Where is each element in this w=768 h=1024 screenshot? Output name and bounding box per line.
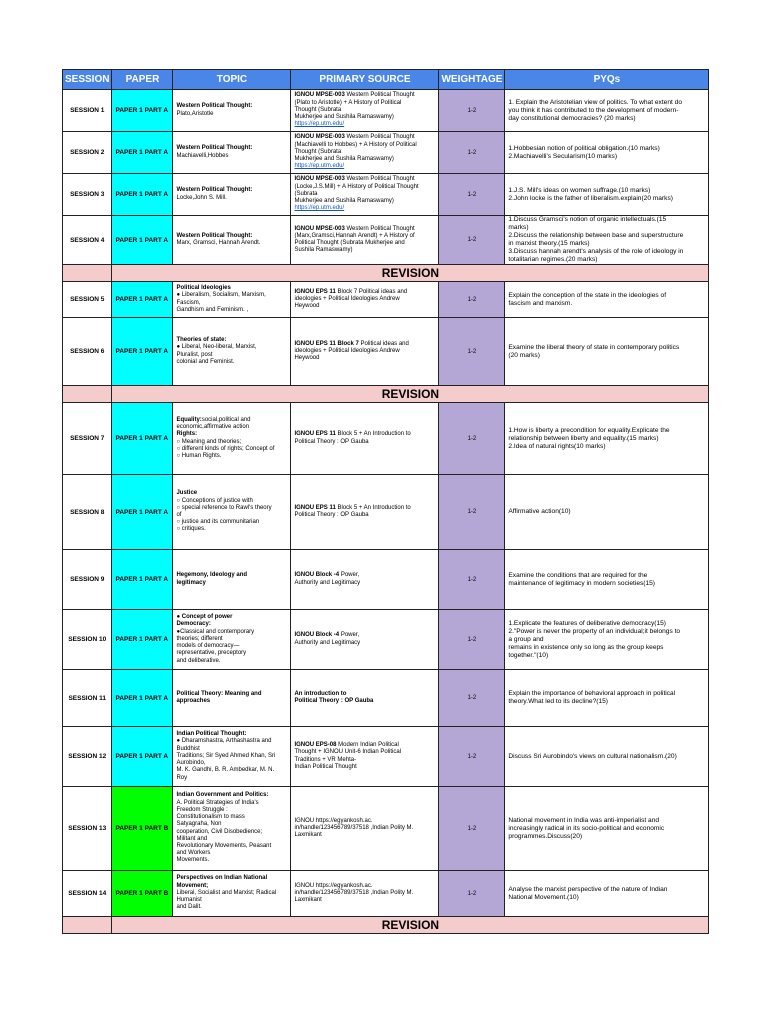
topic-cell-line: Indian Political Thought:	[176, 731, 247, 738]
session-cell: SESSION 13	[63, 787, 112, 871]
pyq-cell-line: 3.Discuss hannah arendt's analysis of the role of ideology in	[508, 248, 684, 255]
source-cell-line: Political Theory : OP Gauba	[294, 698, 374, 704]
source-cell-line: IGNOU EPS 11 Block 7 Political ideas and	[294, 288, 408, 295]
revision-spacer	[63, 386, 112, 403]
topic-cell-line: ●Classical and contemporary	[176, 628, 255, 635]
topic-cell-line: ○ justice and its communitarian	[176, 519, 260, 526]
topic-cell-line: ● Liberalism, Socialism, Marxism,	[176, 292, 266, 299]
pyq-cell-line: day constitutional democracies? (20 marks)	[508, 114, 636, 122]
topic-cell-line: Movement;	[176, 882, 209, 889]
session-cell: SESSION 10	[63, 610, 112, 670]
source-cell	[291, 787, 439, 871]
topic-cell-line: ● Liberal, Neo-liberal, Marxist,	[176, 344, 257, 351]
table-row	[63, 216, 709, 265]
topic-cell-line: Constitutionalism to mass	[176, 814, 245, 821]
paper-cell: PAPER 1 PART A	[112, 670, 173, 727]
topic-cell-line: M. K. Gandhi, B. R. Ambedkar, M. N.	[176, 767, 275, 774]
source-cell	[291, 550, 439, 610]
source-cell-line: IGNOU MPSE-003 Western Political Thought	[294, 134, 415, 141]
pyq-cell-line: together."(10)	[508, 651, 549, 659]
source-cell-line: IGNOU EPS 11 Block 7 Political ideas and	[294, 340, 409, 347]
pyq-cell-line: maintenance of legitimacy in modern societies(15)	[508, 579, 656, 587]
header-pyqs: PYQs	[505, 70, 709, 90]
pyq-cell-line: in marxist theory.(15 marks)	[508, 240, 590, 247]
source-cell	[291, 174, 439, 216]
weightage-cell: 1-2	[439, 282, 505, 318]
topic-cell-line: approaches	[176, 698, 211, 704]
topic-cell-line: and Dalit.	[176, 904, 202, 911]
session-cell: SESSION 12	[63, 727, 112, 787]
weightage-cell: 1-2	[439, 550, 505, 610]
source-cell-line: ideologies + Political Ideologies Andrew	[294, 295, 400, 302]
revision-row	[63, 917, 709, 934]
topic-cell-line: Pluralist, post	[176, 351, 213, 358]
source-cell-line: Heywood	[294, 355, 320, 362]
pyq-cell	[505, 318, 709, 386]
header-weightage: WEIGHTAGE	[439, 70, 505, 90]
paper-cell: PAPER 1 PART A	[112, 475, 173, 550]
topic-cell	[173, 318, 291, 386]
topic-cell-line: cooperation, Civil Disobedience;	[176, 828, 263, 835]
source-cell-line	[294, 121, 435, 128]
source-cell-line: Authority and Legitimacy	[294, 639, 361, 646]
pyq-cell-line: you think it has contributed to the development of modern-	[508, 106, 679, 114]
header-row	[63, 70, 709, 90]
topic-cell-line: Revolutionary Movements, Peasant	[176, 842, 272, 849]
pyq-cell	[505, 90, 709, 132]
pyq-cell	[505, 670, 709, 727]
header-paper: PAPER	[112, 70, 173, 90]
pyq-cell-line: fascism and marxism.	[508, 299, 573, 307]
weightage-cell: 1-2	[439, 670, 505, 727]
source-link[interactable]: https://ep.utm.edu/	[294, 121, 345, 128]
table-row	[63, 282, 709, 318]
weightage-cell: 1-2	[439, 475, 505, 550]
topic-cell-line: Perspectives on Indian National	[176, 875, 268, 882]
weightage-cell: 1-2	[439, 174, 505, 216]
pyq-cell-line: Examine the liberal theory of state in contemporary politics	[508, 343, 680, 351]
pyq-cell-line: totalitarian regimes.(20 marks)	[508, 256, 598, 263]
source-cell-line: in/handle/123456789/37518 ,Indian Polity M.	[294, 824, 414, 831]
pyq-cell-line: 1.Hobbesian notion of political obligation.(10 marks)	[508, 144, 660, 152]
header-topic: TOPIC	[173, 70, 291, 90]
topic-cell-line: Satyagraha, Non	[176, 821, 222, 828]
session-cell: SESSION 4	[63, 216, 112, 265]
topic-cell	[173, 132, 291, 174]
topic-cell-line: Aurobindo,	[176, 760, 206, 767]
table-row	[63, 318, 709, 386]
source-cell-line: Mukherjee and Sushila Ramaswamy)	[294, 198, 394, 205]
table-row	[63, 550, 709, 610]
paper-cell: PAPER 1 PART A	[112, 90, 173, 132]
topic-cell-line: Political Theory: Meaning and	[176, 690, 262, 697]
pyq-cell-line: 1.Discuss Gramsci's notion of organic intellectuals.(15	[508, 216, 667, 223]
pyq-cell	[505, 216, 709, 265]
pyq-cell-line: Affirmative action(10)	[508, 508, 571, 515]
source-cell	[291, 132, 439, 174]
topic-cell-line: ○ different kinds of rights; Concept of	[176, 445, 275, 452]
table-row	[63, 670, 709, 727]
topic-cell-line: Gandhism and Feminism. ,	[176, 306, 249, 313]
header-primary-source: PRIMARY SOURCE	[291, 70, 439, 90]
source-cell-line: IGNOU Block -4 Power,	[294, 632, 360, 639]
source-cell-line: Thought (Subrata	[294, 106, 342, 113]
source-cell-line: Laxmikant	[294, 832, 322, 839]
paper-cell: PAPER 1 PART B	[112, 787, 173, 871]
weightage-cell: 1-2	[439, 787, 505, 871]
pyq-cell-line: 1.J.S. Mill's ideas on women suffrage.(10 marks)	[508, 186, 651, 194]
source-cell-line: (Marx,Gramsci,Hannah Arendt) + A History of	[294, 232, 415, 239]
topic-cell-line: Political Ideologies	[176, 285, 231, 292]
source-cell-line: (Subrata	[294, 190, 318, 197]
source-cell	[291, 216, 439, 265]
pyq-cell-line: marks)	[508, 224, 529, 231]
table-row	[63, 475, 709, 550]
topic-cell-line: Equality:social,political and	[176, 416, 251, 423]
weightage-cell: 1-2	[439, 871, 505, 917]
session-cell: SESSION 7	[63, 403, 112, 475]
session-cell: SESSION 8	[63, 475, 112, 550]
source-cell-line: (Machiavelli to Hobbes) + A History of Political	[294, 141, 417, 148]
topic-cell-line: Justice	[176, 490, 198, 497]
topic-cell-line: economic,affirmative action	[176, 424, 250, 431]
topic-cell-line: Plato,Aristotle	[176, 110, 214, 117]
topic-cell-line: Western Political Thought:	[176, 187, 253, 194]
topic-cell-line: and deliberative.	[176, 657, 221, 664]
topic-cell-line: ○ Meaning and theories;	[176, 438, 242, 445]
topic-cell-line: Humanist	[176, 897, 202, 904]
pyq-cell	[505, 132, 709, 174]
pyq-cell-line: Explain the importance of behavioral approach in political	[508, 690, 676, 697]
topic-cell-line: Democracy:	[176, 621, 211, 628]
pyq-cell-line: remains in existence only so long as the group keeps	[508, 643, 664, 651]
session-cell: SESSION 5	[63, 282, 112, 318]
topic-cell	[173, 216, 291, 265]
paper-cell: PAPER 1 PART A	[112, 727, 173, 787]
topic-cell-line: representative, preceptory	[176, 650, 247, 657]
source-cell-line: IGNOU EPS 11 Block 5 + An Introduction to	[294, 431, 411, 438]
pyq-cell-line: 1.How is liberty a precondition for equality.Explicate the	[508, 426, 670, 434]
source-cell-line: Mukherjee and Sushila Ramaswamy)	[294, 156, 394, 163]
topic-cell-line: legitimacy	[176, 579, 206, 586]
pyq-cell-line: 2.Machiavelli's Secularism(10 marks)	[508, 152, 618, 160]
topic-cell	[173, 787, 291, 871]
weightage-cell: 1-2	[439, 90, 505, 132]
topic-cell	[173, 403, 291, 475]
pyq-cell-line: a group and	[508, 635, 544, 643]
table-row	[63, 871, 709, 917]
source-cell-line: in/handle/123456789/37518 ,Indian Polity M.	[294, 889, 414, 896]
paper-cell: PAPER 1 PART A	[112, 282, 173, 318]
revision-row	[63, 386, 709, 403]
pyq-cell-line: (20 marks)	[508, 351, 540, 359]
header-session: SESSION	[63, 70, 112, 90]
weightage-cell: 1-2	[439, 727, 505, 787]
source-cell-line: IGNOU https://egyankosh.ac.	[294, 817, 373, 824]
revision-label: REVISION	[112, 386, 709, 403]
source-cell-line: Political Theory : OP Gauba	[294, 438, 369, 445]
pyq-cell-line: Explain the conception of the state in the ideologies of	[508, 291, 667, 299]
source-cell	[291, 90, 439, 132]
paper-cell: PAPER 1 PART B	[112, 871, 173, 917]
pyq-cell	[505, 787, 709, 871]
table-row	[63, 132, 709, 174]
source-cell-line: IGNOU Block -4 Power,	[294, 572, 360, 579]
table-row	[63, 610, 709, 670]
topic-cell-line: Marx, Gramsci, Hannah Arendt.	[176, 240, 261, 246]
source-cell-line: Thought + IGNOU Unit-6 Indian Political	[294, 749, 402, 756]
pyq-cell-line: 2.Discuss the relationship between base and superstructure	[508, 232, 684, 239]
source-cell	[291, 282, 439, 318]
paper-cell: PAPER 1 PART A	[112, 216, 173, 265]
source-cell-line: An introduction to	[294, 690, 347, 697]
source-cell-line: Mukherjee and Sushila Ramaswamy)	[294, 114, 394, 121]
topic-cell-line: ○ special reference to Rawl's theory	[176, 504, 272, 511]
source-link[interactable]: https://ep.utm.edu/	[294, 205, 345, 212]
topic-cell-line: Theories of state:	[176, 337, 227, 344]
topic-cell-line: models of democracy—	[176, 643, 240, 650]
session-cell: SESSION 6	[63, 318, 112, 386]
source-cell	[291, 727, 439, 787]
session-cell: SESSION 3	[63, 174, 112, 216]
source-cell-line: Authority and Legitimacy	[294, 579, 361, 586]
source-cell	[291, 670, 439, 727]
source-cell-line: IGNOU MPSE-003 Western Political Thought	[294, 176, 415, 183]
table-row	[63, 403, 709, 475]
pyq-cell-line: 2.John locke is the father of liberalism.explain(20 marks)	[508, 194, 673, 202]
pyq-cell	[505, 475, 709, 550]
source-cell-line: Thought (Subrata	[294, 148, 342, 155]
source-cell-line: IGNOU https://egyankosh.ac.	[294, 882, 373, 889]
source-cell-line: Traditions + VR Mehta-	[294, 756, 357, 763]
pyq-cell	[505, 871, 709, 917]
paper-cell: PAPER 1 PART A	[112, 550, 173, 610]
source-cell-line: Political Thought (Subrata Mukherjee and	[294, 240, 405, 246]
pyq-cell	[505, 174, 709, 216]
revision-label: REVISION	[112, 265, 709, 282]
session-cell: SESSION 2	[63, 132, 112, 174]
session-cell: SESSION 14	[63, 871, 112, 917]
revision-spacer	[63, 265, 112, 282]
topic-cell	[173, 475, 291, 550]
source-cell-line: Laxmikant	[294, 897, 322, 904]
pyq-cell-line: National movement in India was anti-imperialist and	[508, 816, 660, 824]
source-cell-line: Heywood	[294, 303, 320, 310]
topic-cell-line: Western Political Thought:	[176, 103, 253, 110]
pyq-cell	[505, 550, 709, 610]
source-cell-line	[294, 163, 435, 170]
pyq-cell-line: 1. Explain the Aristotelian view of politics. To what extent do	[508, 98, 683, 106]
pyq-cell-line: Examine the conditions that are required for the	[508, 571, 648, 579]
source-cell-line: (Plato to Aristotle) + A History of Political	[294, 99, 402, 106]
topic-cell	[173, 550, 291, 610]
topic-cell-line: Freedom Struggle :	[176, 806, 228, 813]
topic-cell-line: Roy	[176, 774, 188, 781]
topic-cell-line: Movements.	[176, 857, 210, 864]
paper-cell: PAPER 1 PART A	[112, 174, 173, 216]
topic-cell	[173, 90, 291, 132]
topic-cell	[173, 610, 291, 670]
table-row	[63, 174, 709, 216]
topic-cell-line: Militant and	[176, 835, 208, 842]
source-cell-line: Political Theory : OP Gauba	[294, 512, 369, 518]
topic-cell-line: Rights:	[176, 431, 198, 438]
topic-cell-line: Locke,John S. Mill.	[176, 194, 227, 201]
topic-cell-line: ● Dharamshastra, Arthashastra and	[176, 738, 272, 745]
source-cell-line: Indian Political Thought	[294, 763, 357, 770]
pyq-cell-line: increasingly radical in its socio-political and economic	[508, 824, 665, 832]
source-cell	[291, 610, 439, 670]
pyq-cell-line: Discuss Sri Aurobindo's views on cultural nationalism.(20)	[508, 752, 677, 760]
pyq-cell-line: Analyse the marxist perspective of the nature of Indian	[508, 885, 668, 893]
session-cell: SESSION 11	[63, 670, 112, 727]
topic-cell-line: of	[176, 512, 182, 518]
pyq-cell-line: programmes.Discuss(20)	[508, 832, 583, 840]
topic-cell	[173, 174, 291, 216]
paper-cell: PAPER 1 PART A	[112, 318, 173, 386]
source-cell-line: IGNOU MPSE-003 Western Political Thought	[294, 92, 415, 99]
source-cell	[291, 871, 439, 917]
topic-cell-line: Western Political Thought:	[176, 145, 253, 152]
paper-cell: PAPER 1 PART A	[112, 610, 173, 670]
topic-cell-line: ○ Human Rights.	[176, 452, 222, 459]
paper-cell: PAPER 1 PART A	[112, 132, 173, 174]
paper-cell: PAPER 1 PART A	[112, 403, 173, 475]
revision-row	[63, 265, 709, 282]
pyq-cell-line: theory.What led to its decline?(15)	[508, 698, 608, 705]
source-cell-line: Sushila Ramaswamy)	[294, 247, 353, 254]
topic-cell-line: Machiavelli,Hobbes	[176, 152, 229, 159]
topic-cell-line: Fascism,	[176, 299, 201, 306]
table-body	[63, 90, 709, 934]
pyq-cell	[505, 403, 709, 475]
weightage-cell: 1-2	[439, 216, 505, 265]
source-cell-line: (Locke,J.S.Mill) + A History of Political Thought	[294, 183, 419, 190]
revision-label: REVISION	[112, 917, 709, 934]
topic-cell-line: Buddhist	[176, 745, 200, 752]
source-cell-line: IGNOU MPSE-003 Western Political Thought	[294, 225, 415, 232]
session-cell: SESSION 1	[63, 90, 112, 132]
weightage-cell: 1-2	[439, 132, 505, 174]
source-cell-line: IGNOU EPS-08 Modern Indian Political	[294, 742, 399, 749]
pyq-cell-line: relationship between liberty and equality.(15 marks)	[508, 434, 659, 442]
topic-cell	[173, 670, 291, 727]
table-row	[63, 727, 709, 787]
source-link[interactable]: https://ep.utm.edu/	[294, 163, 345, 170]
session-cell: SESSION 9	[63, 550, 112, 610]
pyq-cell	[505, 282, 709, 318]
topic-cell	[173, 282, 291, 318]
source-cell	[291, 475, 439, 550]
source-cell	[291, 403, 439, 475]
revision-spacer	[63, 917, 112, 934]
topic-cell-line: Western Political Thought:	[176, 232, 253, 239]
source-cell-line: IGNOU EPS 11 Block 5 + An Introduction to	[294, 504, 411, 511]
weightage-cell: 1-2	[439, 318, 505, 386]
topic-cell-line: ○ Conceptions of justice with	[176, 497, 253, 504]
source-cell	[291, 318, 439, 386]
pyq-cell-line: 1.Explicate the features of deliberative democracy(15)	[508, 619, 667, 627]
topic-cell-line: Liberal, Socialist and Marxist; Radical	[176, 889, 277, 896]
topic-cell-line: A. Political Strategies of India's	[176, 799, 259, 806]
pyq-cell	[505, 727, 709, 787]
topic-cell-line: Traditions; Sir Syed Ahmed Khan, Sri	[176, 752, 276, 759]
pyq-cell-line: National Movement.(10)	[508, 893, 579, 901]
pyq-cell-line: 2.Idea of natural rights(10 marks)	[508, 442, 606, 450]
weightage-cell: 1-2	[439, 403, 505, 475]
topic-cell	[173, 871, 291, 917]
topic-cell-line: colonial and Feminist.	[176, 358, 235, 365]
weightage-cell: 1-2	[439, 610, 505, 670]
source-cell-line: ideologies + Political Ideologies Andrew	[294, 347, 400, 354]
topic-cell-line: ○ critiques.	[176, 526, 206, 533]
topic-cell-line: Indian Government and Politics:	[176, 792, 269, 799]
study-plan-table	[62, 69, 709, 934]
topic-cell-line: ● Concept of power	[176, 614, 233, 621]
topic-cell-line: theories; different	[176, 635, 223, 642]
pyq-cell	[505, 610, 709, 670]
topic-cell	[173, 727, 291, 787]
topic-cell-line: Hegemony, Ideology and	[176, 572, 248, 579]
table-row	[63, 787, 709, 871]
source-cell-line	[294, 205, 435, 212]
pyq-cell-line: 2."Power is never the property of an individual;it belongs to	[508, 627, 681, 635]
table-row	[63, 90, 709, 132]
topic-cell-line: and Workers	[176, 850, 211, 857]
